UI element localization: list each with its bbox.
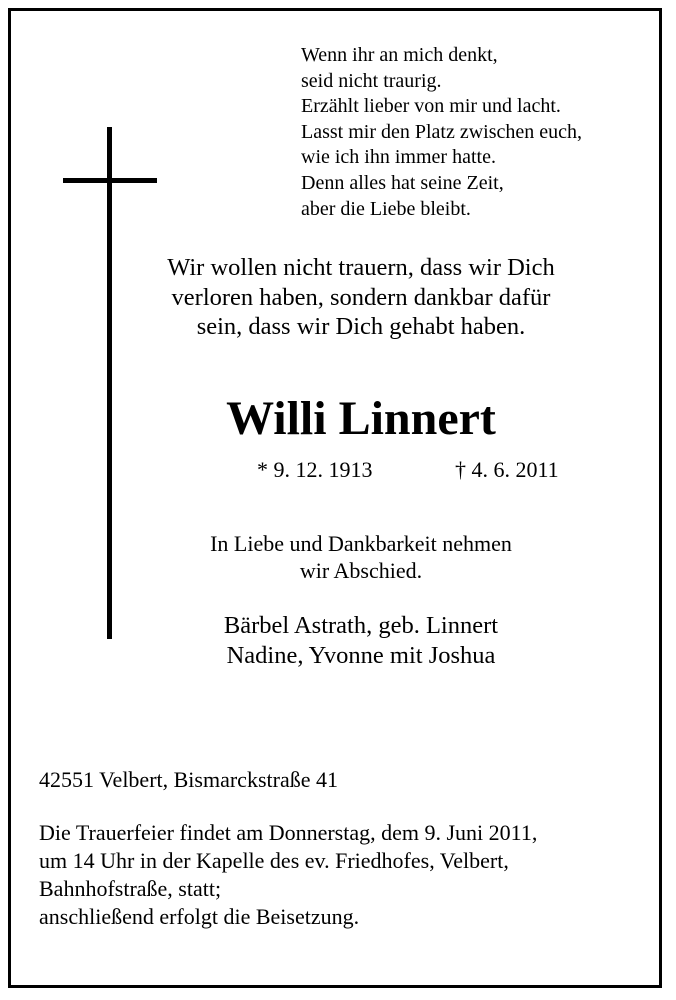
cross-icon-crossbar (63, 178, 157, 183)
poem-line: Wenn ihr an mich denkt, (301, 44, 498, 66)
poem-line: seid nicht traurig. (301, 69, 442, 92)
mourner-line: Bärbel Astrath, geb. Linnert (223, 612, 499, 639)
funeral-service-info (39, 819, 537, 931)
mourner-line: Nadine, Yvonne mit Joshua (226, 641, 496, 669)
quote (161, 253, 561, 342)
deceased-name: Willi Linnert (226, 392, 496, 445)
farewell-text (161, 530, 561, 584)
quote-line: sein, dass wir Dich gehabt haben. (196, 313, 526, 340)
poem-line: aber die Liebe bleibt. (301, 197, 471, 220)
mourners (161, 611, 561, 670)
quote-line: Wir wollen nicht trauern, dass wir Dich (167, 254, 555, 281)
farewell-line: In Liebe und Dankbarkeit nehmen (210, 531, 512, 556)
obituary-notice (8, 8, 662, 988)
service-line: anschließend erfolgt die Beisetzung. (39, 904, 360, 929)
service-line: Die Trauerfeier findet am Donnerstag, dem 9. Juni 2011, (39, 820, 538, 845)
service-line: Bahnhofstraße, statt; (39, 876, 222, 901)
address: 42551 Velbert, Bismarckstraße 41 (39, 767, 338, 792)
poem-line: wie ich ihn immer hatte. (301, 146, 496, 169)
birth-date: * 9. 12. 1913 (257, 457, 373, 482)
service-line: um 14 Uhr in der Kapelle des ev. Friedhofes, Velbert, (39, 848, 509, 873)
poem-line: Erzählt lieber von mir und lacht. (301, 95, 561, 118)
cross-icon (107, 127, 112, 639)
farewell-line: wir Abschied. (299, 558, 423, 583)
poem (301, 43, 582, 222)
poem-line: Lasst mir den Platz zwischen euch, (301, 120, 583, 143)
quote-line: verloren haben, sondern dankbar dafür (171, 283, 551, 311)
poem-line: Denn alles hat seine Zeit, (301, 171, 504, 194)
death-date: † 4. 6. 2011 (455, 457, 559, 482)
